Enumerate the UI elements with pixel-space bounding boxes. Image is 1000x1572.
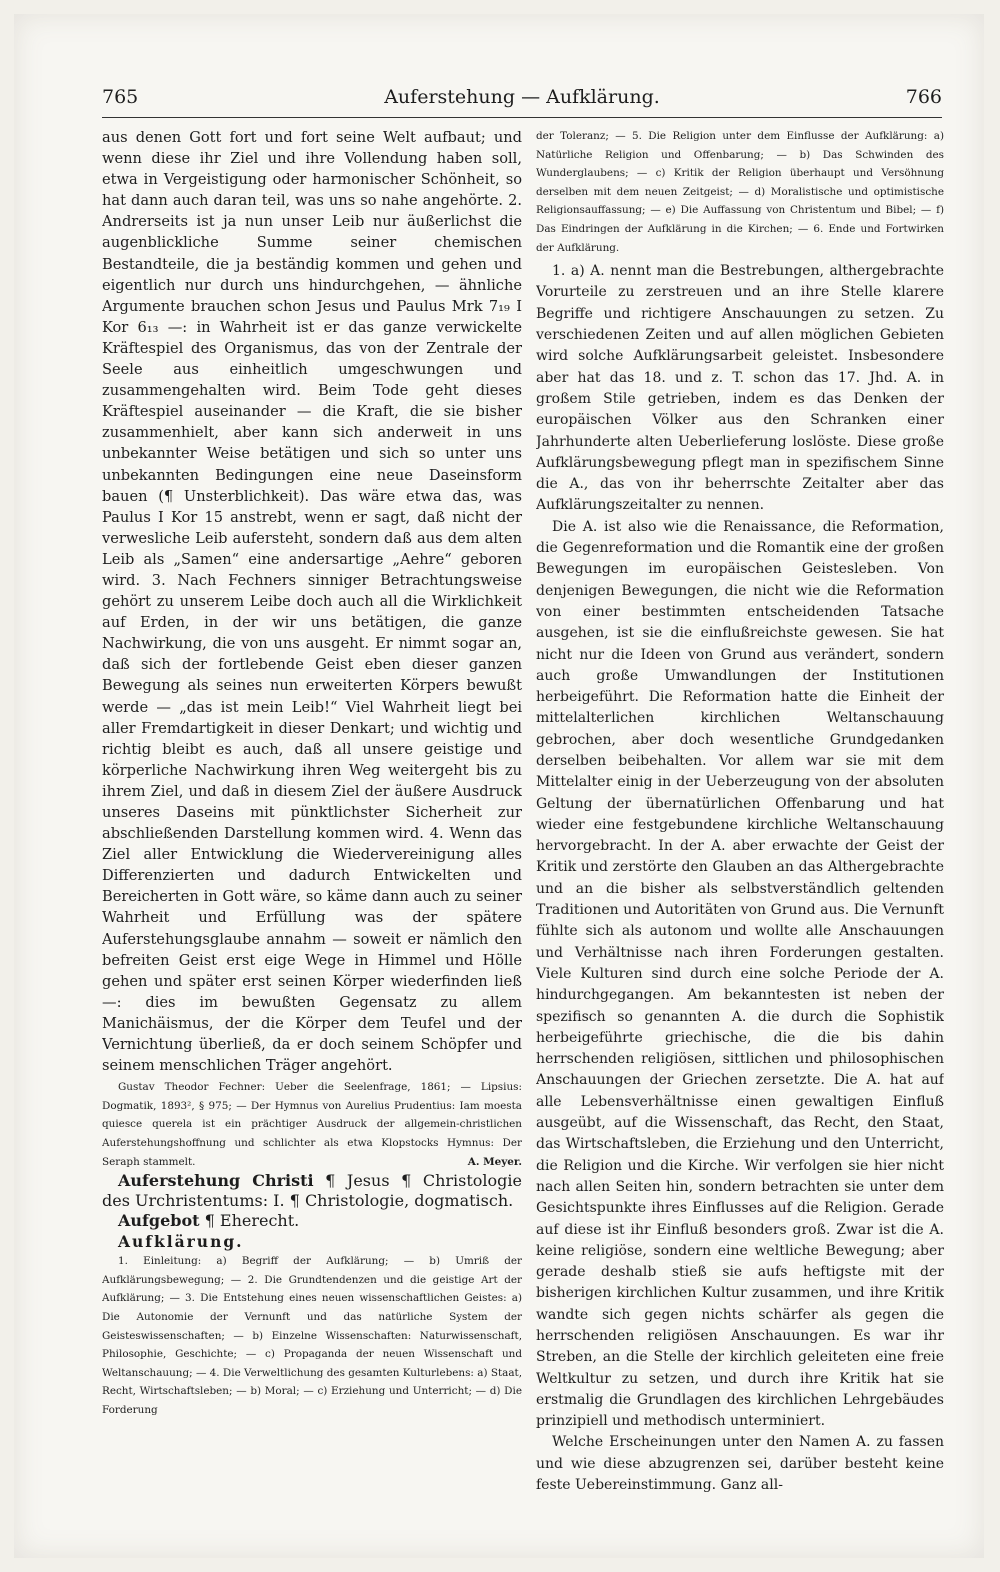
right-column bbox=[536, 127, 944, 1517]
entry-headword: Aufgebot bbox=[118, 1211, 200, 1231]
aufklaerung-toc-continued: der Toleranz; — 5. Die Religion unter dem Einflusse der Aufklärung: a) Natürliche Religion und Offenbarung; — b) Das Schwinden des Wunderglaubens; — c) Kritik der Religion überhaupt und Versöhnung derselben mit dem neuen Zeitgeist; — d) Moralistische und optimistische Religionsauffassung; — e) Die Auffassung von Christentum und Bibel; — f) Das Eindringen der Aufklärung in die Kirchen; — 6. Ende und Fortwirken der Aufklärung. bbox=[536, 130, 944, 254]
article-author: A. Meyer. bbox=[467, 1155, 522, 1168]
running-title: Auferstehung — Aufklärung. bbox=[384, 86, 660, 108]
entry-auferstehung-christi bbox=[102, 1171, 522, 1211]
aufklaerung-paragraph-3: Welche Erscheinungen unter den Namen A. zu fassen und wie diese abzugrenzen sei, darüber besteht keine feste Uebereinstimmung. Ganz all- bbox=[536, 1434, 944, 1494]
entry-cross-reference[interactable]: ¶ Eherecht. bbox=[199, 1211, 300, 1231]
left-column bbox=[102, 127, 522, 1517]
entry-aufklaerung-heading: Aufklärung. bbox=[118, 1232, 244, 1252]
page-number-right: 766 bbox=[905, 86, 942, 108]
entry-headword: Auferstehung Christi bbox=[118, 1171, 314, 1191]
aufklaerung-paragraph-2: Die A. ist also wie die Renaissance, die Reformation, die Gegenreformation und die Romantik eine der großen Bewegungen im europäischen Geistesleben. Von denjenigen Bewegungen, die nicht wie die Reformation von einer bestimmten entscheidenden Tatsache ausgehen, ist sie die einflußreichste gewesen. Sie hat nicht nur die Ideen von Grund aus verändert, sondern auch große Umwandlungen der Institutionen herbeigeführt. Die Reformation hatte die Einheit der mittelalterlichen kirchlichen Weltanschauung gebrochen, aber doch wesentliche Grundgedanken derselben beibehalten. Vor allem war sie mit dem Mittelalter einig in der Ueberzeugung von der absoluten Geltung der übernatürlichen Offenbarung und hat wieder eine festgebundene kirchliche Weltanschauung hervorgebracht. In der A. aber erwachte der Geist der Kritik und zerstörte den Glauben an das Althergebrachte und an die bisher als selbstverständlich geltenden Traditionen und Autoritäten von Grund aus. Die Vernunft fühlte sich als autonom und wollte alle Anschauungen und Verhältnisse nach ihren Forderungen gestalten. Viele Kulturen sind durch eine solche Periode der A. hindurchgegangen. Am bekanntesten ist neben der spezifisch so genannten A. die durch die Sophistik herbeigeführte griechische, die die bis dahin herrschenden religiösen, sittlichen und philosophischen Anschauungen der Griechen zersetzte. Die A. hat auf alle Lebensverhältnisse einen gewaltigen Einfluß ausgeübt, auf die Wissenschaft, das Recht, den Staat, das Wirtschaftsleben, die Erziehung und den Unterricht, die Religion und die Kirche. Wir verfolgen sie hier nicht nach allen Seiten hin, sondern betrachten sie unter dem Gesichtspunkte ihres Einflusses auf die Religion. Gerade auf diese ist ihr Einfluß besonders groß. Zwar ist die A. keine religiöse, sondern eine weltliche Bewegung; aber gerade deshalb stieß sie aufs heftigste mit der bisherigen kirchlichen Kultur zusammen, und ihre Kritik wandte sich gegen nichts schärfer als gegen die herrschenden religiösen Anschauungen. Es war ihr Streben, an die Stelle der kirchlich geleiteten eine freie Weltkultur zu setzen, und durch ihre Kritik hat sie erstmalig die Grundlagen des kirchlichen Lehrgebäudes prinzipiell und methodisch unterminiert. bbox=[536, 518, 944, 1430]
entry-aufgebot bbox=[102, 1211, 522, 1231]
literature-references: Gustav Theodor Fechner: Ueber die Seelenfrage, 1861; — Lipsius: Dogmatik, 1893², § 975; — Der Hymnus von Aurelius Prudentius: Iam moesta quiesce querela ist ein prächtiger Ausdruck der allgemein-christlichen Auferstehungshoffnung und schlichter als etwa Klopstocks Hymnus: Der Seraph stammelt. bbox=[102, 1081, 522, 1168]
aufklaerung-table-of-contents: 1. Einleitung: a) Begriff der Aufklärung; — b) Umriß der Aufklärungsbewegung; — 2. Die Grundtendenzen und die geistige Art der Aufklärung; — 3. Die Entstehung eines neuen wissenschaftlichen Geistes: a) Die Autonomie der Vernunft und das natürliche System der Geisteswissenschaften; — b) Einzelne Wissenschaften: Naturwissenschaft, Philosophie, Geschichte; — c) Propaganda der neuen Wissenschaft und Weltanschauung; — 4. Die Verweltlichung des gesamten Kulturlebens: a) Staat, Recht, Wirtschaftsleben; — b) Moral; — c) Erziehung und Unterricht; — d) Die Forderung bbox=[102, 1255, 522, 1416]
page-number-left: 765 bbox=[102, 86, 139, 108]
header-rule bbox=[102, 117, 942, 118]
page-header bbox=[102, 86, 942, 116]
auferstehung-body-text: aus denen Gott fort und fort seine Welt aufbaut; und wenn diese ihr Ziel und ihre Vollendung haben soll, etwa in Vergeistigung oder harmonischer Schönheit, so hat dann auch daran teil, was uns so nahe angehörte. 2. Andrerseits ist ja nun unser Leib nur äußerlichst die augenblickliche Summe seiner chemischen Bestandteile, die ja beständig kommen und gehen und eigentlich nur durch uns hindurchgehen, — ähnliche Argumente brauchen schon Jesus und Paulus Mrk 7₁₉ I Kor 6₁₃ —: in Wahrheit ist er das ganze verwickelte Kräftespiel des Organismus, das von der Zentrale der Seele aus einheitlich umgeschwungen und zusammengehalten wird. Beim Tode geht dieses Kräftespiel auseinander — die Kraft, die sie bisher zusammenhielt, aber kann sich anderweit in uns unbekannter Weise betätigen und sich so unter uns unbekannten Bedingungen eine neue Daseinsform bauen (¶ Unsterblichkeit). Das wäre etwa das, was Paulus I Kor 15 anstrebt, wenn er sagt, daß nicht der verwesliche Leib aufersteht, sondern daß aus dem alten Leib als „Samen“ eine andersartige „Aehre“ geboren wird. 3. Nach Fechners sinniger Betrachtungsweise gehört zu unserem Leibe doch auch all die Wirklichkeit auf Erden, in der wir uns betätigen, die ganze Nachwirkung, die von uns ausgeht. Er nimmt sogar an, daß sich der fortlebende Geist eben dieser ganzen Bewegung als seines nun erweiterten Körpers bewußt werde — „das ist mein Leib!“ Viel Wahrheit liegt bei aller Fremdartigkeit in dieser Denkart; und wichtig und richtig bleibt es auch, daß all unsere geistige und körperliche Nachwirkung ihren Weg weitergeht bis zu ihrem Ziel, und daß in diesem Ziel der äußere Ausdruck unseres Daseins mit pünktlichster Sicherheit zur abschließenden Darstellung kommen wird. 4. Wenn das Ziel aller Entwicklung die Wiedervereinigung alles Differenzierten und dadurch Entwickelten und Bereicherten in Gott wäre, so käme dann auch zu seiner Wahrheit und Erfüllung was der spätere Auferstehungsglaube annahm — soweit er nämlich den befreiten Geist erst eige Wege in Himmel und Hölle gehen und später erst seinen Körper wiederfinden ließ —: dies im bewußten Gegensatz zu allem Manichäismus, der die Körper dem Teufel und der Vernichtung überließ, da er doch seinem Schöpfer und seinem menschlichen Träger angehört. bbox=[102, 129, 522, 1075]
entry-cross-reference[interactable]: ¶ Jesus ¶ Christologie des Urchristentums: I. ¶ Christologie, dogmatisch. bbox=[102, 1171, 522, 1211]
aufklaerung-paragraph-1: 1. a) A. nennt man die Bestrebungen, althergebrachte Vorurteile zu zerstreuen und an ihre Stelle klarere Begriffe und richtigere Anschauungen zu setzen. Zu verschiedenen Zeiten und auf allen möglichen Gebieten wird solche Aufklärungsarbeit geleistet. Insbesondere aber hat das 18. und z. T. schon das 17. Jhd. A. in großem Stile getrieben, indem es das Denken der europäischen Völker aus den Schranken einer Jahrhunderte alten Ueberlieferung loslöste. Diese große Aufklärungsbewegung pflegt man in spezifischem Sinne die A., das von ihr beherrschte Zeitalter aber das Aufklärungszeitalter zu nennen. bbox=[536, 263, 944, 514]
